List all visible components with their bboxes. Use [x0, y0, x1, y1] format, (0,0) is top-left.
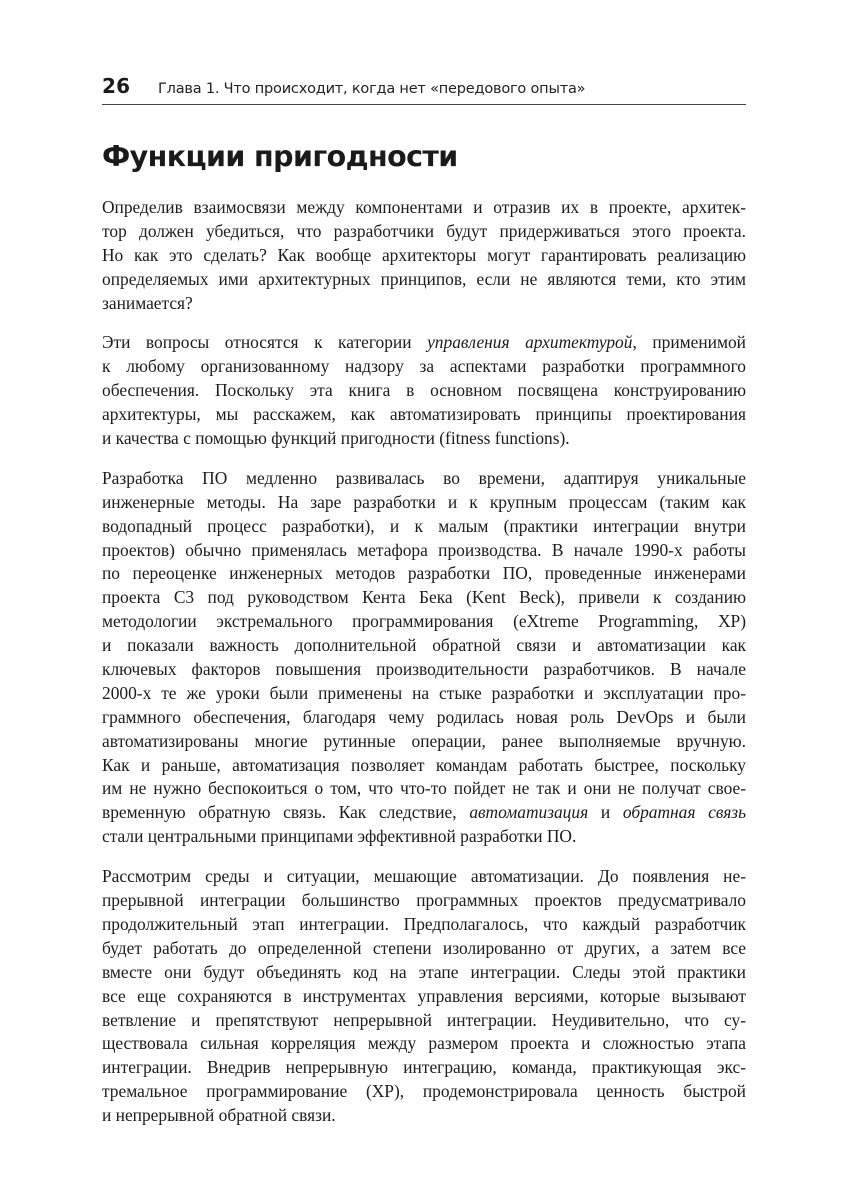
text-line: архитектуры, мы расскажем, как автоматизировать принципы проектирования — [102, 404, 746, 425]
text-line: тор должен убедиться, что разработчики будут придерживаться этого проекта. — [102, 220, 746, 241]
text-line: граммного обеспечения, благодаря чему родилась новая роль DevOps и были — [102, 706, 746, 727]
emphasis-term: обратная связь — [622, 802, 746, 823]
text-line: 2000-х те же уроки были применены на стыке разработки и эксплуатации про- — [102, 682, 746, 703]
text-run: и — [588, 802, 623, 823]
text-line: будет работать до определенной степени изолированно от других, а затем все — [102, 937, 746, 958]
emphasis-term: автоматизация — [469, 802, 589, 823]
text-line: интеграции. Внедрив непрерывную интеграцию, команда, практикующая экс- — [102, 1057, 746, 1078]
emphasis-term: управления архитектурой — [427, 332, 633, 353]
text-line: определяемых ими архитектурных принципов, если не являются теми, кто этим — [102, 268, 746, 289]
paragraph-1 — [102, 196, 746, 315]
text-line: ществовала сильная корреляция между размером проекта и сложностью этапа — [102, 1033, 746, 1054]
text-line: стали центральными принципами эффективной разработки ПО. — [102, 826, 577, 847]
text-line: автоматизированы многие рутинные операции, ранее выполняемые вручную. — [102, 730, 746, 751]
text-line: проекта C3 под руководством Кента Бека (Kent Beck), привели к созданию — [102, 587, 746, 608]
text-line: Определив взаимосвязи между компонентами и отразив их в проекте, архитек- — [102, 197, 746, 217]
text-run: временную обратную связь. Как следствие, — [102, 802, 470, 823]
text-line: водопадный процесс разработки), и к малым (практики интеграции внутри — [102, 515, 746, 536]
running-title: Глава 1. Что происходит, когда нет «передового опыта» — [158, 81, 586, 97]
text-line: к любому организованному надзору за аспектами разработки программного — [102, 356, 746, 377]
text-line: и качества с помощью функций пригодности (fitness functions). — [102, 428, 570, 449]
text-line: все еще сохраняются в инструментах управления версиями, которые вызывают — [102, 985, 746, 1006]
text-line: продолжительный этап интеграции. Предполагалось, что каждый разработчик — [102, 913, 746, 934]
text-line — [102, 801, 746, 825]
page-number: 26 — [102, 74, 131, 98]
text-line: ветвление и препятствуют непрерывной интеграции. Неудивительно, что су- — [102, 1009, 746, 1030]
text-line — [102, 331, 746, 355]
text-line: им не нужно беспокоиться о том, что что-то пойдет не так и они не получат свое- — [102, 778, 746, 799]
header-rule — [102, 104, 746, 105]
paragraph-4 — [102, 865, 746, 1128]
running-header — [102, 74, 746, 104]
text-line: Разработка ПО медленно развивалась во времени, адаптируя уникальные — [102, 467, 746, 488]
text-line: методологии экстремального программирования (eXtreme Programming, XP) — [102, 611, 746, 632]
text-line: и непрерывной обратной связи. — [102, 1105, 336, 1126]
text-run: Эти вопросы относятся к категории — [102, 332, 428, 353]
text-line: инженерные методы. На заре разработки и к крупным процессам (таким как — [102, 491, 746, 512]
text-line: ключевых факторов повышения производительности разработчиков. В начале — [102, 659, 746, 680]
paragraph-2 — [102, 331, 746, 450]
text-line: прерывной интеграции большинство программных проектов предусматривало — [102, 890, 746, 911]
text-line: по переоценке инженерных методов разработки ПО, проведенные инженерами — [102, 563, 746, 584]
text-line: Как и раньше, автоматизация позволяет командам работать быстрее, поскольку — [102, 754, 746, 775]
text-line: тремальное программирование (XP), продемонстрировала ценность быстрой — [102, 1081, 746, 1102]
text-line: вместе они будут объединять код на этапе интеграции. Следы этой практики — [102, 961, 746, 982]
paragraph-3 — [102, 467, 746, 849]
text-line: занимается? — [102, 292, 193, 313]
text-line: и показали важность дополнительной обратной связи и автоматизации как — [102, 635, 746, 656]
text-line: обеспечения. Поскольку эта книга в основном посвящена конструированию — [102, 380, 746, 401]
text-line: проектов) обычно применялась метафора производства. В начале 1990-х работы — [102, 539, 746, 560]
section-title: Функции пригодности — [102, 140, 458, 173]
body-text — [102, 196, 746, 1144]
text-line: Но как это сделать? Как вообще архитекторы могут гарантировать реализацию — [102, 244, 746, 265]
text-line: Рассмотрим среды и ситуации, мешающие автоматизации. До появления не- — [102, 866, 746, 887]
text-run: , применимой — [632, 332, 746, 353]
